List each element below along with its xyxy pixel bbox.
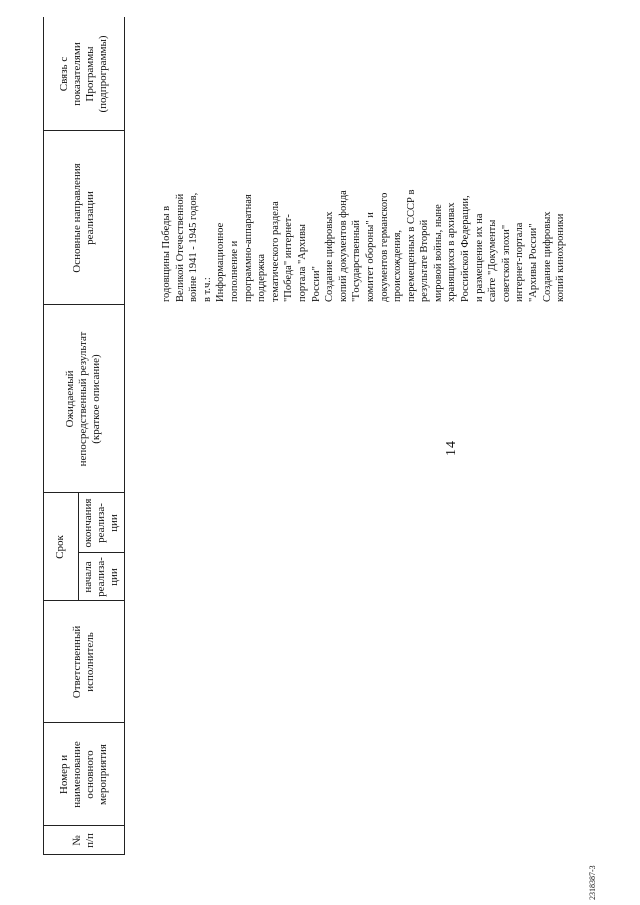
directions-line: России" [310, 266, 322, 302]
directions-line: хранящихся в архивах [446, 202, 458, 302]
directions-line: Создание цифровых [541, 211, 553, 302]
header-event-name-text: Номер и наименование основного мероприятия [57, 741, 109, 808]
directions-line: "Победа" интернет- [283, 214, 295, 302]
directions-line: Информационное [215, 222, 227, 302]
header-term-start-text: начала реализа- ции [81, 557, 120, 597]
page-number: 14 [444, 440, 459, 456]
header-num [43, 826, 124, 855]
table-rule-header-bottom [124, 17, 125, 855]
directions-line: происхождения, [392, 229, 404, 302]
directions-line: интернет-портала [514, 222, 526, 302]
header-term-start [78, 553, 124, 601]
directions-line: тематического раздела [269, 201, 281, 302]
directions-line: Создание цифровых [324, 211, 336, 302]
header-link [43, 17, 124, 131]
directions-line: перемещенных в СССР в [405, 189, 417, 302]
directions-line: в т.ч.: [201, 277, 213, 302]
directions-line: войне 1941 - 1945 годов, [188, 192, 200, 302]
directions-line: документов германского [378, 192, 390, 302]
header-executor [43, 601, 124, 723]
directions-line: советской эпохи" [500, 224, 512, 302]
header-term-text: Срок [54, 535, 66, 559]
directions-line: программно-аппаратная [242, 194, 254, 302]
header-term-end [78, 493, 124, 553]
header-directions [43, 131, 124, 305]
directions-line: сайте "Документы [487, 219, 499, 302]
header-num-text: № п/п [70, 833, 96, 848]
directions-line: результате Второй [419, 219, 431, 302]
header-result [43, 305, 124, 493]
directions-line: поддержка [256, 253, 268, 302]
header-result-text: Ожидаемый непосредственный результат (краткое описание) [64, 331, 102, 467]
directions-line: "Государственный [351, 219, 363, 302]
directions-line: Российской Федерации, [460, 195, 472, 302]
header-executor-text: Ответственный исполнитель [70, 625, 96, 699]
header-link-text: Связь с показателями Программы (подпрограммы) [57, 35, 109, 113]
directions-line: пополнение и [228, 240, 240, 302]
directions-line: "Архивы России" [528, 223, 540, 302]
directions-line: копий кинохроники [555, 213, 567, 302]
header-term [43, 493, 78, 601]
directions-line: и размещение их на [473, 213, 485, 302]
header-event-name [43, 723, 124, 826]
directions-line: портала "Архивы [296, 224, 308, 302]
header-directions-text: Основные направления реализации [70, 163, 96, 273]
directions-line: комитет обороны" и [364, 212, 376, 302]
directions-cell [160, 52, 568, 302]
document-code: 2318387-3 [588, 865, 597, 900]
directions-line: Великой Отечественной [174, 193, 186, 302]
header-term-end-text: окончания реализа- ции [81, 498, 120, 548]
directions-line: мировой войны, ныне [432, 204, 444, 302]
directions-line: копий документов фонда [337, 190, 349, 302]
directions-line: годовщины Победы в [161, 205, 172, 302]
